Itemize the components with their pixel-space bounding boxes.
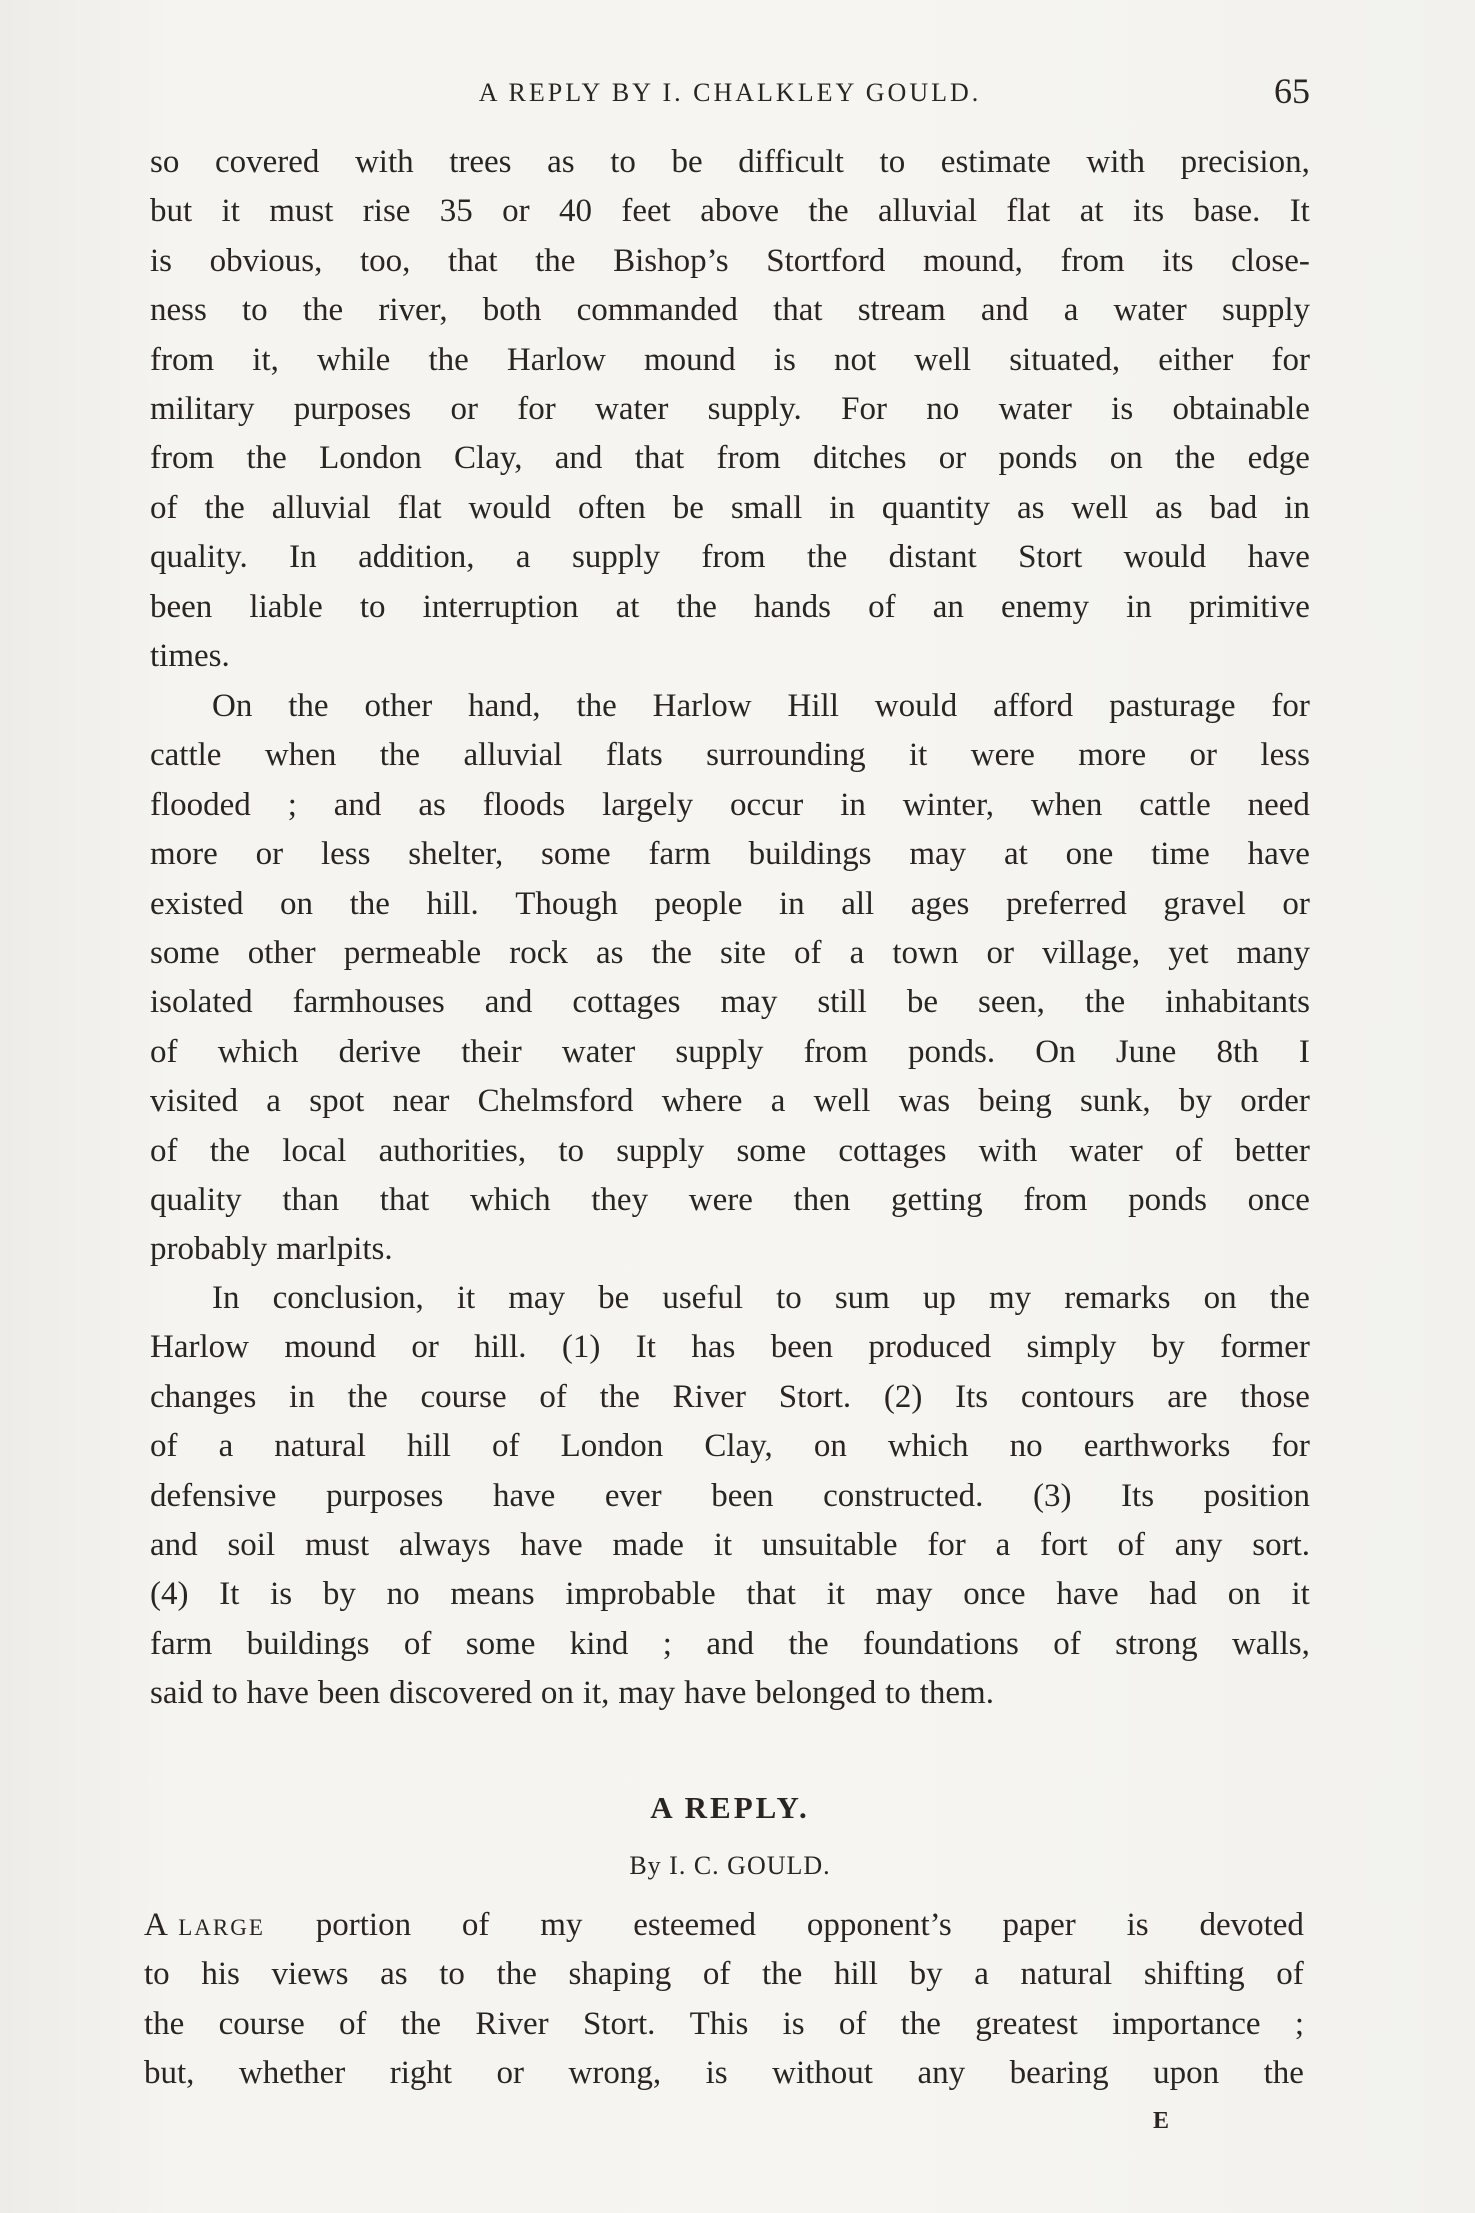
text-line: from it, while the Harlow mound is not well situated, either for	[150, 341, 1310, 378]
text-line: is obvious, too, that the Bishop’s Stortford mound, from its close-	[150, 242, 1310, 279]
author-byline: By I. C. GOULD.	[629, 1851, 831, 1880]
text-line: Harlow mound or hill. (1) It has been produced simply by former	[150, 1329, 1310, 1366]
running-head	[150, 70, 1310, 120]
text-line: of the alluvial flat would often be small in quantity as well as bad in	[150, 489, 1310, 526]
signature-mark: E	[1153, 2108, 1170, 2134]
text-line: existed on the hill. Though people in all ages preferred gravel or	[150, 885, 1310, 922]
section-heading: A REPLY.	[650, 1790, 810, 1825]
text-line: farm buildings of some kind ; and the foundations of strong walls,	[150, 1625, 1310, 1662]
text-line: flooded ; and as floods largely occur in winter, when cattle need	[150, 786, 1310, 823]
text-line: more or less shelter, some farm buildings may at one time have	[150, 836, 1310, 873]
text-line: ness to the river, both commanded that stream and a water supply	[150, 292, 1310, 329]
text-line: and soil must always have made it unsuitable for a fort of any sort.	[150, 1526, 1310, 1563]
text-line: A large portion of my esteemed opponent’s paper is devoted	[144, 1901, 1304, 1950]
text-line: changes in the course of the River Stort. (2) Its contours are those	[150, 1378, 1310, 1415]
reply-opening-paragraph	[144, 1901, 1304, 2099]
text-line: of a natural hill of London Clay, on which no earthworks for	[150, 1428, 1310, 1465]
text-line: some other permeable rock as the site of a town or village, yet many	[150, 934, 1310, 971]
paragraph-continuation	[150, 138, 1310, 681]
text-line: of which derive their water supply from ponds. On June 8th I	[150, 1033, 1310, 1070]
text-line: times.	[150, 637, 230, 674]
text-line: On the other hand, the Harlow Hill would afford pasturage for	[212, 688, 1310, 724]
text-line: (4) It is by no means improbable that it may once have had on it	[150, 1576, 1310, 1613]
text-line: from the London Clay, and that from ditches or ponds on the edge	[150, 440, 1310, 477]
text-line: isolated farmhouses and cottages may still be seen, the inhabitants	[150, 984, 1310, 1021]
text-line: of the local authorities, to supply some cottages with water of better	[150, 1132, 1310, 1169]
text-line: In conclusion, it may be useful to sum up my remarks on the	[212, 1280, 1310, 1316]
paragraph-harlow-hill-pasturage	[150, 682, 1310, 1275]
text-line: defensive purposes have ever been constructed. (3) Its position	[150, 1477, 1310, 1514]
text-line: the course of the River Stort. This is of the greatest importance ;	[144, 2005, 1304, 2042]
text-line: military purposes or for water supply. For no water is obtainable	[150, 390, 1310, 427]
lead-in-small-caps: A large	[144, 1907, 265, 1943]
running-title: A REPLY BY I. CHALKLEY GOULD.	[478, 78, 982, 107]
text-line: so covered with trees as to be difficult to estimate with precision,	[150, 144, 1310, 180]
text-line: quality than that which they were then getting from ponds once	[150, 1181, 1310, 1218]
text-line: quality. In addition, a supply from the distant Stort would have	[150, 539, 1310, 576]
text-line: to his views as to the shaping of the hill by a natural shifting of	[144, 1956, 1304, 1993]
text-line: probably marlpits.	[150, 1231, 393, 1268]
text-line: but, whether right or wrong, is without any bearing upon the	[144, 2055, 1304, 2092]
text-line: been liable to interruption at the hands of an enemy in primitive	[150, 588, 1310, 625]
text-line: visited a spot near Chelmsford where a well was being sunk, by order	[150, 1083, 1310, 1120]
text-line: cattle when the alluvial flats surrounding it were more or less	[150, 737, 1310, 774]
page-number: 65	[1274, 71, 1310, 111]
paragraph-conclusion	[150, 1274, 1310, 1719]
text-line: but it must rise 35 or 40 feet above the alluvial flat at its base. It	[150, 193, 1310, 230]
text-line: said to have been discovered on it, may have belonged to them.	[150, 1675, 994, 1712]
